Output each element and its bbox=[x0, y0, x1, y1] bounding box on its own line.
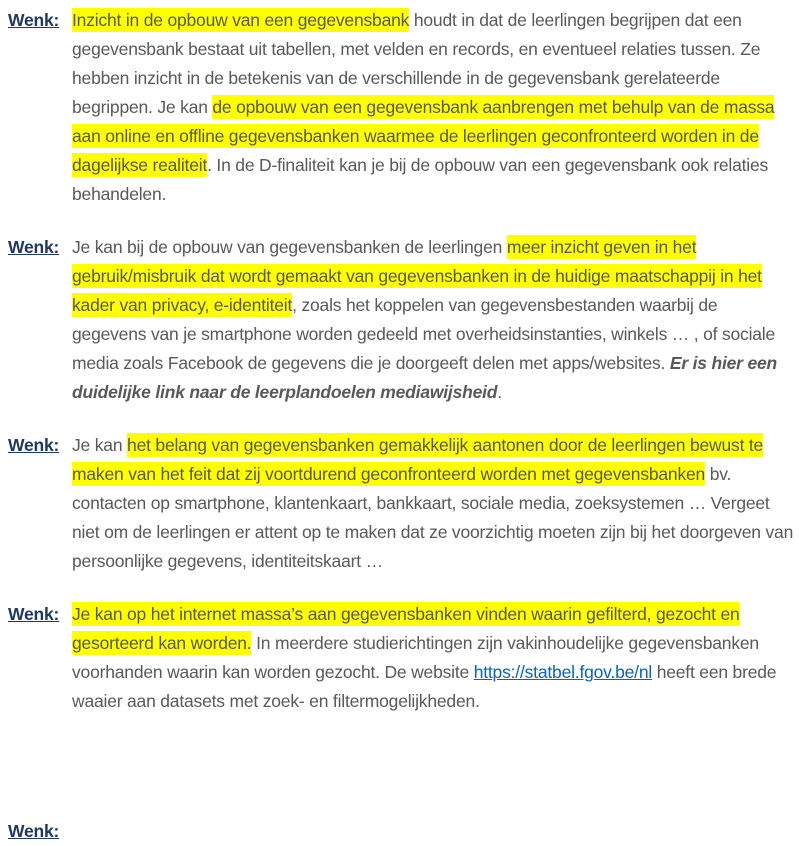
text-run: bv. contacten op smartphone, klantenkaart, bankkaart, sociale media, zoeksystemen … Vergeet niet om de leerlingen er attent op te maken dat ze voorzichtig moeten zijn bij het doorgeven van persoonlijke gegevens, identiteitskaart … bbox=[72, 464, 794, 571]
hint-text bbox=[72, 600, 794, 716]
emphasis-run: Er is hier een duidelijke link naar de leerplandoelen mediawijsheid bbox=[72, 353, 778, 402]
hint-text bbox=[72, 233, 794, 407]
hint-label: Wenk: bbox=[8, 604, 60, 624]
text-run: houdt in dat de leerlingen begrijpen dat een gegevensbank bestaat uit tabellen, met velden en records, en eventueel relaties tussen. Ze hebben inzicht in de betekenis van de verschillende in de gegevensbank gerelateerde begrippen. Je kan bbox=[72, 10, 761, 117]
hint-label: Wenk: bbox=[8, 237, 60, 257]
text-run: Je kan bbox=[72, 435, 128, 455]
highlighted-run: de opbouw van een gegevensbank aanbrengen met behulp van de massa aan online en offline gegevensbanken waarmee de leerlingen geconfronteerd worden in de dagelijkse realiteit bbox=[72, 97, 775, 175]
text-run: heeft een brede waaier aan datasets met zoek- en filtermogelijkheden. bbox=[72, 662, 777, 711]
highlighted-run: meer inzicht geven in het gebruik/misbruik dat wordt gemaakt van gegevensbanken in de huidige maatschappij in het kader van privacy, e-identiteit bbox=[72, 237, 762, 315]
highlighted-run: het belang van gegevensbanken gemakkelijk aantonen door de leerlingen bewust te maken van het feit dat zij voortdurend geconfronteerd worden met gegevensbanken bbox=[72, 435, 764, 484]
statbel-hyperlink[interactable]: https://statbel.fgov.be/nl bbox=[473, 662, 653, 682]
document-body bbox=[0, 6, 799, 716]
hint-paragraph bbox=[0, 6, 799, 209]
hint-text bbox=[72, 6, 794, 209]
hint-paragraph bbox=[0, 233, 799, 407]
text-run: Je kan bij de opbouw van gegevensbanken de leerlingen bbox=[72, 237, 507, 257]
hint-label: Wenk: bbox=[8, 435, 60, 455]
highlighted-run: Inzicht in de opbouw van een gegevensbank bbox=[72, 10, 410, 30]
hint-text bbox=[72, 431, 794, 576]
hint-label: Wenk: bbox=[8, 10, 60, 30]
highlighted-run: Je kan op het internet massa’s aan gegevensbanken vinden waarin gefilterd, gezocht en gesorteerd kan worden. bbox=[72, 604, 740, 653]
hint-paragraph bbox=[0, 431, 799, 576]
text-run: . bbox=[497, 382, 502, 402]
text-run: . In de D-finaliteit kan je bij de opbouw van een gegevensbank ook relaties behandelen. bbox=[72, 155, 769, 204]
text-run: , zoals het koppelen van gegevensbestanden waarbij de gegevens van je smartphone worden gedeeld met overheidsinstanties, winkels … , of sociale media zoals Facebook de gegevens die je doorgeeft delen met apps/websites. bbox=[72, 295, 776, 373]
text-run: In meerdere studierichtingen zijn vakinhoudelijke gegevensbanken voorhanden waarin kan worden gezocht. De website bbox=[72, 633, 759, 682]
cutoff-hint-label: Wenk: bbox=[8, 821, 60, 841]
hint-paragraph bbox=[0, 600, 799, 716]
